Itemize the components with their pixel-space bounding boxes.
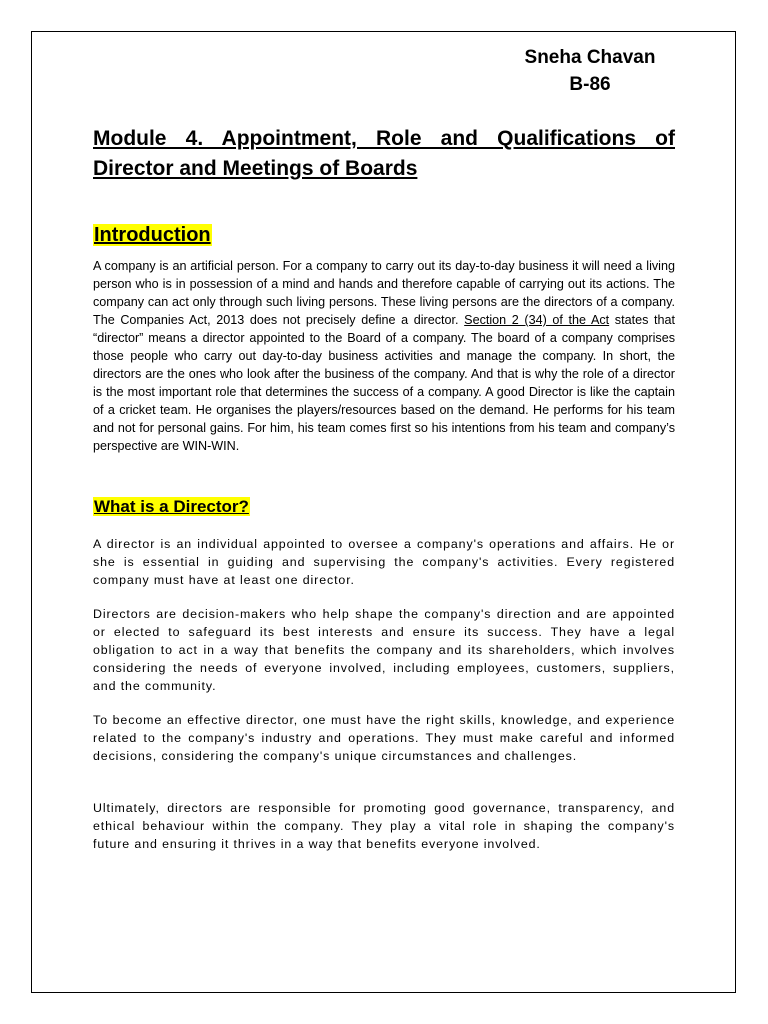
intro-text-part1: A company is an artificial person. For a company to carry out its day-to-day business it will need a living person who is in possession of a mind and hands and therefore capable of carrying out its actions. The company can act only through such living persons. These living persons are the directors of a company. The Companies Act, 2013 does not precisely define a director. [93,259,675,328]
introduction-paragraph [93,257,675,456]
author-block [500,44,680,98]
director-paragraph-3: To become an effective director, one must have the right skills, knowledge, and experience related to the company's industry and operations. They must make careful and informed decisions, considering the company's unique circumstances and challenges. [93,713,675,763]
author-roll: B-86 [569,74,611,95]
section-reference-link[interactable]: Section 2 (34) of the Act [464,313,610,328]
what-is-director-heading-text: What is a Director? [94,497,249,516]
author-name: Sneha Chavan [524,47,656,68]
director-paragraph-4: Ultimately, directors are responsible for promoting good governance, transparency, and ethical behaviour within the company. They play a vital role in shaping the company's future and ensuring it thrives in a way that benefits everyone involved. [93,801,675,851]
director-paragraph-1: A director is an individual appointed to oversee a company's operations and affairs. He or she is essential in guiding and supervising the company's activities. Every registered company must have at least one director. [93,537,675,587]
introduction-heading-text: Introduction [94,224,211,246]
director-paragraph-2: Directors are decision-makers who help shape the company's direction and are appointed or elected to safeguard its best interests and ensure its success. They have a legal obligation to act in a way that benefits the company and its shareholders, which involves considering the needs of everyone involved, including employees, customers, suppliers, and the community. [93,607,675,693]
what-is-director-heading [93,495,250,519]
document-title: Module 4. Appointment, Role and Qualifications of Director and Meetings of Boards [93,127,675,180]
intro-text-part2: states that “director” means a director appointed to the Board of a company. The board of a company comprises those people who carry out day-to-day business activities and manage the company. In short, the directors are the ones who look after the business of the company. And that is why the role of a director is the most important role that determines the success of a company. A good Director is like the captain of a cricket team. He organises the players/resources based on the demand. He performs for his team and not for personal gains. For him, his team comes first so his intentions from his team and company’s perspective are WIN-WIN. [93,313,675,454]
introduction-heading [93,222,212,248]
